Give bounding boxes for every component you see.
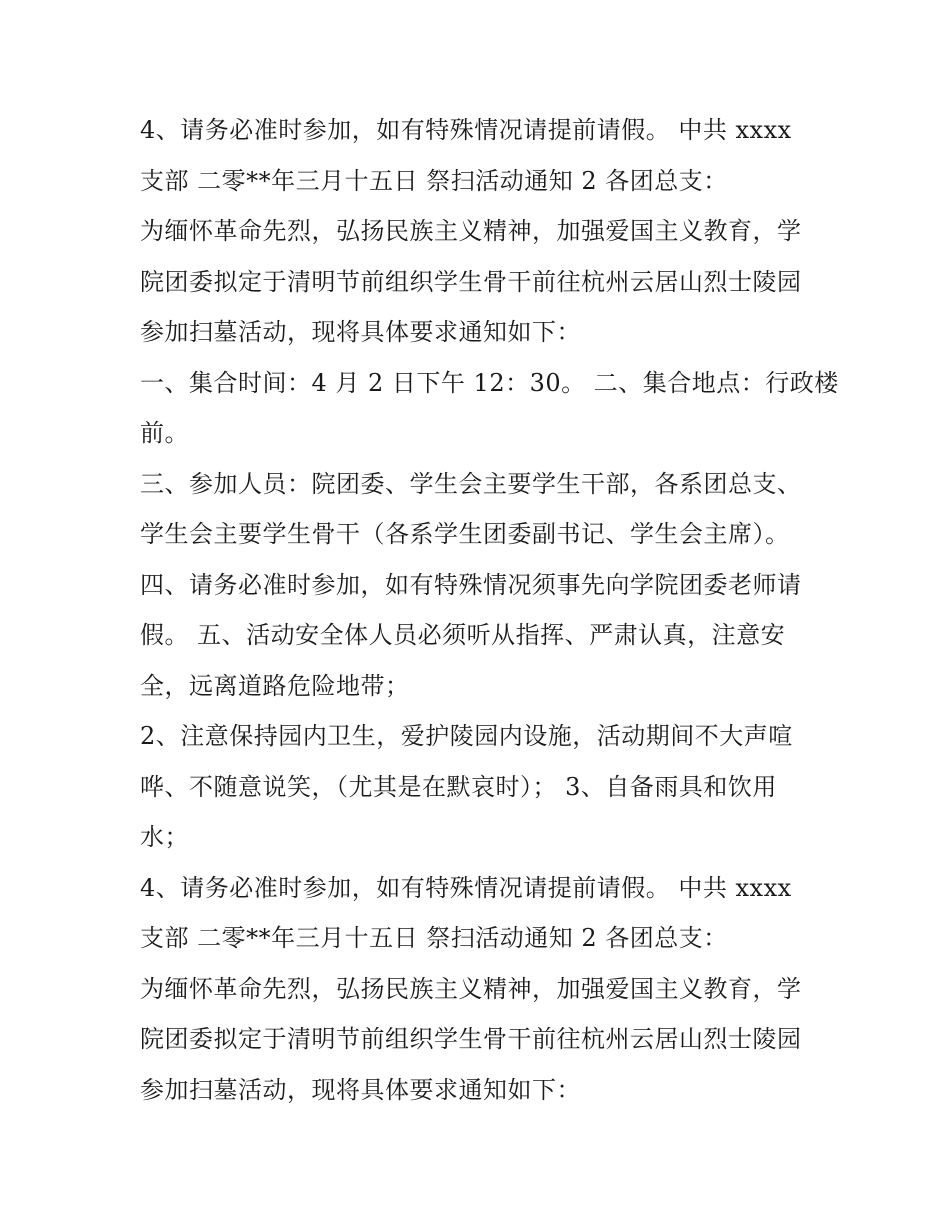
text-line: 哗、不随意说笑，（尤其是在默哀时）； 3、自备雨具和饮用: [140, 773, 777, 801]
text-line: 全，远离道路危险地带；: [140, 672, 410, 700]
text-line: 院团委拟定于清明节前组织学生骨干前往杭州云居山烈士陵园: [140, 268, 802, 296]
text-line: 学生会主要学生骨干（各系学生团委副书记、学生会主席）。: [140, 520, 790, 548]
text-line: 2、注意保持园内卫生，爱护陵园内设施，活动期间不大声喧: [140, 722, 793, 750]
text-line: 院团委拟定于清明节前组织学生骨干前往杭州云居山烈士陵园: [140, 1025, 802, 1053]
text-line: 4、请务必准时参加，如有特殊情况请提前请假。 中共 xxxx: [140, 874, 792, 902]
text-line: 水；: [140, 823, 189, 851]
text-line: 前。: [140, 419, 189, 447]
text-line: 参加扫墓活动，现将具体要求通知如下：: [140, 1076, 581, 1104]
text-line: 四、请务必准时参加，如有特殊情况须事先向学院团委老师请: [140, 571, 802, 599]
text-line: 参加扫墓活动，现将具体要求通知如下：: [140, 318, 581, 346]
text-line: 支部 二零**年三月十五日 祭扫活动通知 2 各团总支：: [140, 924, 728, 952]
text-line: 一、集合时间：4 月 2 日下午 12：30。 二、集合地点：行政楼: [140, 369, 839, 397]
text-line: 三、参加人员：院团委、学生会主要学生干部，各系团总支、: [140, 470, 802, 498]
text-line: 假。 五、活动安全体人员必须听从指挥、严肃认真，注意安: [140, 621, 786, 649]
text-line: 4、请务必准时参加，如有特殊情况请提前请假。 中共 xxxx: [140, 116, 792, 144]
text-line: 支部 二零**年三月十五日 祭扫活动通知 2 各团总支：: [140, 167, 728, 195]
text-line: 为缅怀革命先烈，弘扬民族主义精神，加强爱国主义教育，学: [140, 975, 802, 1003]
text-line: 为缅怀革命先烈，弘扬民族主义精神，加强爱国主义教育，学: [140, 217, 802, 245]
